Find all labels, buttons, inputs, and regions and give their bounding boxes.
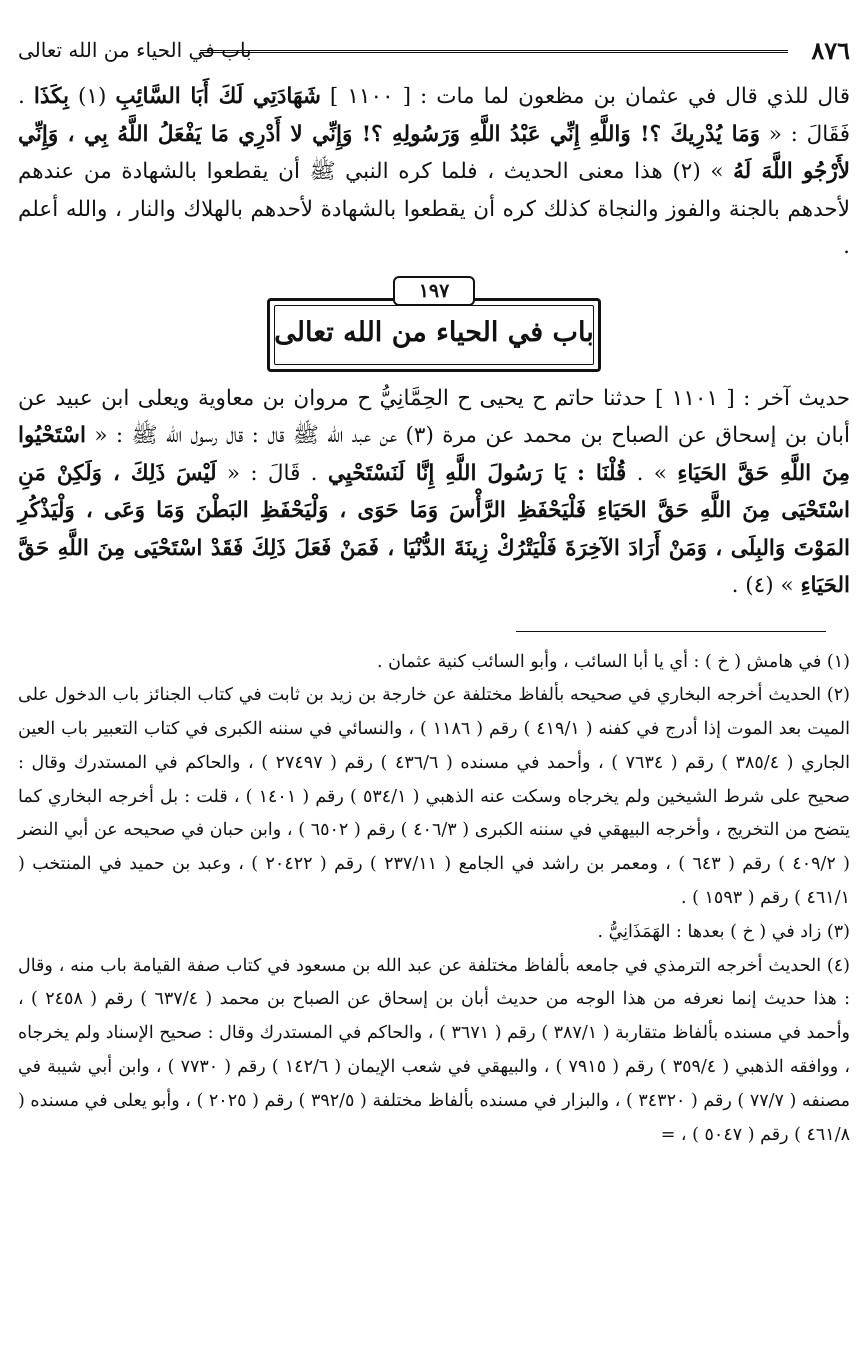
- chapter-frame: [267, 298, 601, 372]
- footnote-4: (٤) الحديث أخرجه الترمذي في جامعه بألفاظ مختلفة عن عبد الله بن مسعود في كتاب صفة القيامة باب منه ، وقال : هذا حديث إنما نعرفه من هذا الوجه من حديث أبان بن إسحاق عن الصباح بن محمد ( ٦٣٧/٤ ) رقم ( ٢٤٥٨ ) ، وأحمد في مسنده بألفاظ متقاربة ( ٣٨٧/١ ) رقم ( ٣٦٧١ ) ، والحاكم في المستدرك وقال : صحيح الإسناد ولم يخرجاه ، ووافقه الذهبي ( ٣٥٩/٤ ) رقم ( ٧٩١٥ ) ، والبيهقي في شعب الإيمان ( ١٤٢/٦ ) رقم ( ٧٧٣٠ ) ، وابن أبي شيبة في مصنفه ( ٧٧/٧ ) رقم ( ٣٤٣٢٠ ) ، والبزار في مسنده بألفاظ مختلفة ( ٣٩٢/٥ ) رقم ( ٢٠٢٥ ) ، وأبو يعلى في مسنده ( ٤٦١/٨ ) رقم ( ٥٠٤٧ ) ، =: [18, 955, 851, 1145]
- p1-intro: قال للذي قال في عثمان بن مظعون لما مات : [ ١١٠٠ ]: [320, 84, 850, 109]
- chapter-number: ١٩٧: [393, 276, 475, 306]
- footnote-separator: [516, 631, 826, 632]
- paragraph-2: [18, 380, 850, 605]
- footnote-1: (١) في هامش ( خ ) : أي يا أبا السائب ، وأبو السائب كنية عثمان .: [376, 651, 850, 672]
- p1-rest: هذا معنى الحديث ، فلما كره النبي ﷺ أن يقطعوا بالشهادة من عندهم لأحدهم بالجنة والفوز والنجاة كذلك كره أن يقطعوا بالشهادة لأحدهم بالهلاك والنار ، والله أعلم .: [18, 159, 850, 259]
- footnotes: [18, 646, 850, 1153]
- p1-quote-b: بِكَذَا: [33, 84, 69, 109]
- p1-mid-2: »: [700, 159, 734, 184]
- book-page: [18, 30, 850, 1340]
- p2-footnote-ref-3: (٣): [397, 423, 434, 448]
- running-title: باب في الحياء من الله تعالى: [18, 38, 252, 62]
- p2-hadith-quote: لَيْسَ ذَلِكَ ، وَلَكِنْ مَنِ اسْتَحْيَى مِنَ اللَّهِ حَقَّ الحَيَاءِ فَلْيَحْفَظِ الرَّأْسَ وَمَا حَوَى ، وَلْيَحْفَظِ البَطْنَ وَمَا وَعَى ، وَلْيَذْكُرِ المَوْتَ وَالبِلَى ، وَمَنْ أَرَادَ الآخِرَةَ فَلْيَتْرُكْ زِينَةَ الدُّنْيَا ، فَمَنْ فَعَلَ ذَلِكَ فَقَدْ اسْتَحْيَى مِنَ اللَّهِ حَقَّ الحَيَاءِ: [18, 460, 850, 598]
- p1-mid-1: . فَقَالَ : «: [18, 84, 850, 147]
- p2-quote-b: قُلْنَا : يَا رَسُولَ اللَّهِ إِنَّا لَنَسْتَحْيِي: [327, 460, 627, 486]
- running-header: [18, 30, 850, 72]
- chapter-title: باب في الحياء من الله تعالى: [274, 316, 594, 348]
- p2-mid-3: . قَالَ : «: [216, 460, 328, 486]
- page-number: ٨٧٦: [811, 36, 850, 65]
- header-rule: [200, 50, 788, 53]
- paragraph-1: [18, 78, 850, 266]
- p2-footnote-ref-4: (٤): [738, 573, 774, 598]
- p1-hadith-quote: وَمَا يُدْرِيكَ ؟! وَاللَّهِ إِنِّي عَبْدُ اللَّهِ وَرَسُولِهِ ؟! وَإِنِّي لا أَدْرِي مَا يَفْعَلُ اللَّهُ بِي ، وَإِنِّي لأَرْجُو اللَّهَ لَهُ: [18, 121, 850, 184]
- p2-mid-1: عن عبد الله ﷺ قال : قال رسول الله ﷺ : «: [85, 423, 398, 448]
- p1-footnote-ref-2: (٢): [662, 159, 701, 184]
- footnote-2: (٢) الحديث أخرجه البخاري في صحيحه بألفاظ مختلفة عن خارجة بن زيد بن ثابت في كتاب الجنائز باب الدخول على الميت بعد الموت إذا أدرج في كفنه ( ٤١٩/١ ) رقم ( ١١٨٦ ) ، والنسائي في سننه الكبرى في كتاب التعبير باب العين الجاري ( ٣٨٥/٤ ) رقم ( ٧٦٣٤ ) ، وأحمد في مسنده ( ٤٣٦/٦ ) رقم ( ٢٧٤٩٧ ) ، والحاكم في المستدرك وقال : صحيح على شرط الشيخين ولم يخرجاه وسكت عنه الذهبي ( ٥٣٤/١ ) رقم ( ١٤٠١ ) ، قلت : بل أخرجه البخاري كما يتضح من التخريج ، وأخرجه البيهقي في سننه الكبرى ( ٤٠٦/٣ ) رقم ( ٦٥٠٢ ) ، وابن حبان في صحيحه عن أبي النضر ( ٤٠٩/٢ ) رقم ( ٦٤٣ ) ، ومعمر بن راشد في الجامع ( ٢٣٧/١١ ) رقم ( ٢٠٤٢٢ ) ، وعبد بن حميد في المنتخب ( ٤٦١/١ ) رقم ( ١٥٩٣ ) .: [18, 685, 851, 909]
- p1-quote-a: شَهَادَتِي لَكَ أَبَا السَّائِبِ: [115, 84, 321, 109]
- footnote-3: (٣) زاد في ( خ ) بعدها : الهَمَذَانِيُّ .: [597, 921, 850, 942]
- p2-quote-a: اسْتَحْيُوا مِنَ اللَّهِ حَقَّ الحَيَاءِ: [18, 423, 850, 486]
- p2-intro: حديث آخر : [ ١١٠١ ] حدثنا حاتم ح يحيى ح الحِمَّانِيُّ ح مروان بن معاوية ويعلى ابن عبيد عن أبان بن إسحاق عن الصباح بن محمد عن مرة: [18, 385, 850, 448]
- p2-end: .: [731, 573, 739, 598]
- p2-mid-2: » .: [626, 460, 678, 486]
- chapter-heading: [18, 272, 850, 382]
- p1-footnote-ref-1: (١): [68, 84, 116, 109]
- p2-mid-4: »: [773, 573, 801, 598]
